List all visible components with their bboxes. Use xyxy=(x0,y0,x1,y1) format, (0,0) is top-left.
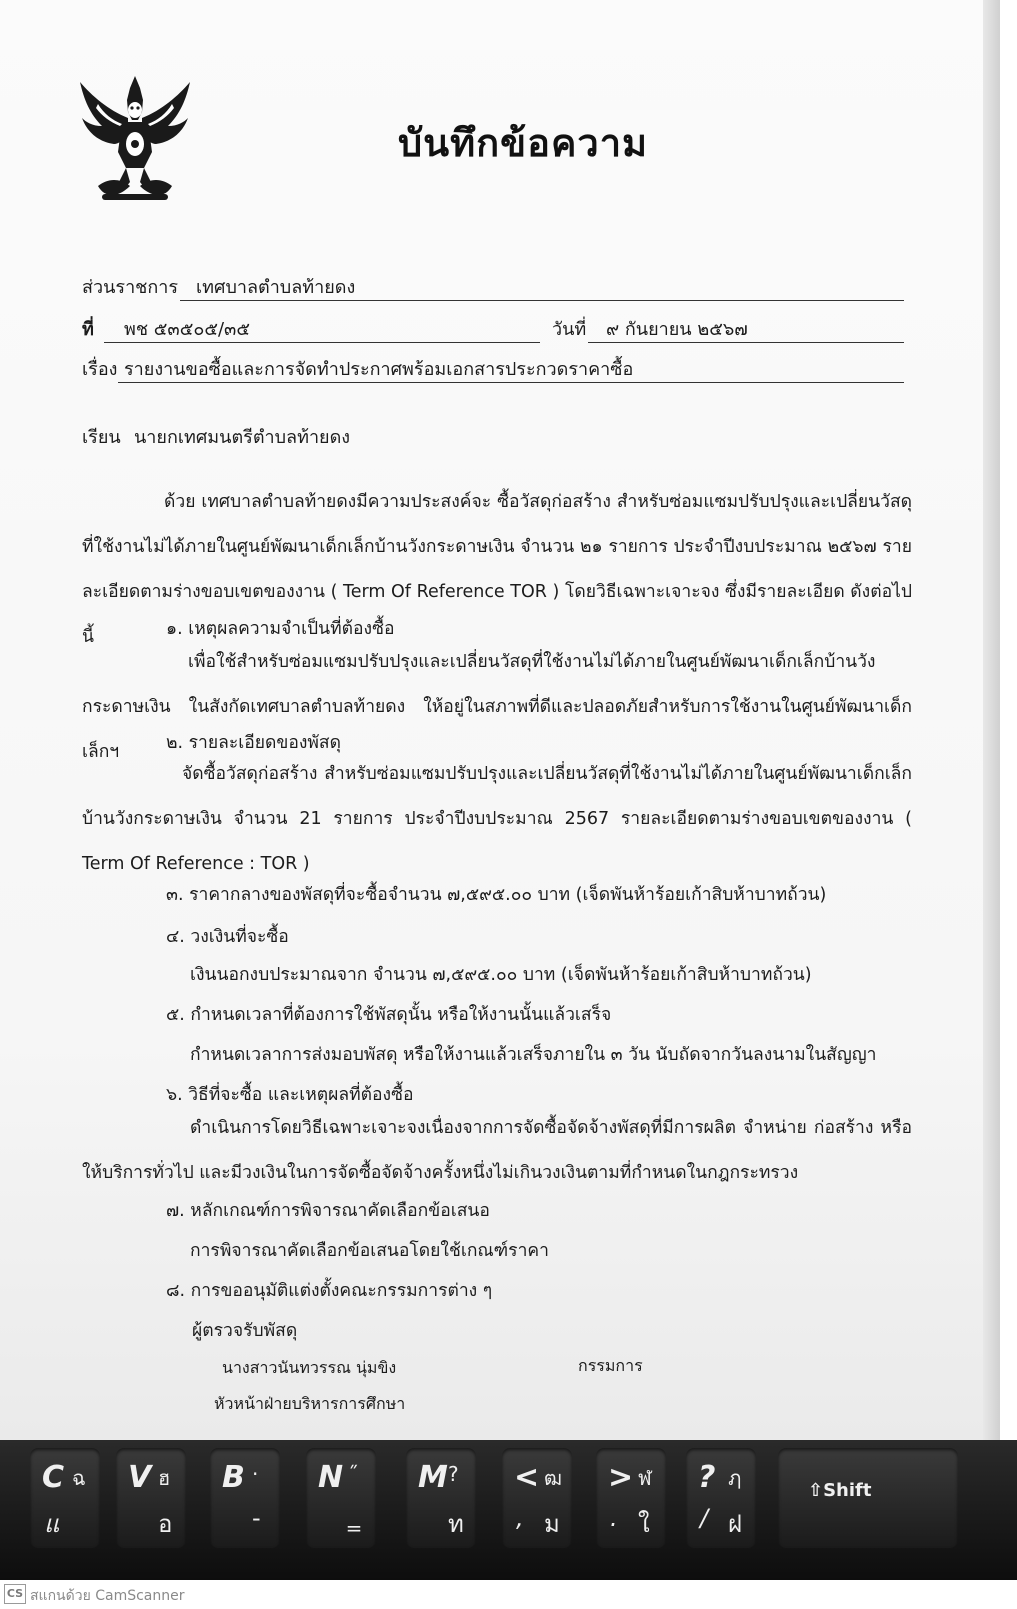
item-3-title: ๓. ราคากลางของพัสดุที่จะซื้อจำนวน ๗,๕๙๕.๐๐ บาท (เจ็ดพันห้าร้อยเก้าสิบห้าบาทถ้วน) xyxy=(166,885,827,905)
key-slash xyxy=(686,1448,756,1548)
agency-value: เทศบาลตำบลท้ายดง xyxy=(196,277,356,298)
key-latin: B xyxy=(222,1460,245,1495)
subject-label: เรื่อง xyxy=(82,359,118,380)
key-latin: > xyxy=(608,1460,634,1495)
item-4-body: เงินนอกงบประมาณจาก จำนวน ๗,๕๙๕.๐๐ บาท (เจ็ดพันห้าร้อยเก้าสิบห้าบาทถ้วน) xyxy=(190,965,812,985)
key-thai-lower-alt: ม xyxy=(544,1510,560,1538)
date-label: วันที่ xyxy=(552,319,587,340)
committee-member-position: หัวหน้าฝ่ายบริหารการศึกษา xyxy=(214,1394,406,1413)
date-rule xyxy=(588,342,904,343)
key-b xyxy=(210,1448,280,1548)
key-v xyxy=(116,1448,186,1548)
keyboard-photo-strip xyxy=(0,1440,1017,1580)
item-1-title: ๑. เหตุผลความจำเป็นที่ต้องซื้อ xyxy=(166,619,395,639)
key-thai-upper: ฦ xyxy=(728,1466,742,1490)
key-period xyxy=(596,1448,666,1548)
key-thai-upper: ฒ xyxy=(544,1466,563,1490)
item-6-body: ดำเนินการโดยวิธีเฉพาะเจาะจงเนื่องจากการจัดซื้อจัดจ้างพัสดุที่มีการผลิต จำหน่าย ก่อสร้าง หรือให้บริการทั่วไป และมีวงเงินในการจัดซื้อจัดจ้างครั้งหนึ่งไม่เกินวงเงินตามที่กำหนดในกฎกระทรวง xyxy=(82,1118,912,1183)
key-thai-upper: ˝ xyxy=(348,1462,358,1486)
item-5-title: ๕. กำหนดเวลาที่ต้องการใช้พัสดุนั้น หรือให้งานนั้นแล้วเสร็จ xyxy=(166,1005,612,1025)
item-5-body: กำหนดเวลาการส่งมอบพัสดุ หรือให้งานแล้วเสร็จภายใน ๓ วัน นับถัดจากวันลงนามในสัญญา xyxy=(190,1045,877,1065)
key-m xyxy=(406,1448,476,1548)
key-thai-upper: ฉ xyxy=(72,1466,86,1490)
key-thai-lower: แ xyxy=(44,1510,60,1538)
ref-value: พช ๕๓๕๐๕/๓๕ xyxy=(124,319,250,340)
agency-label: ส่วนราชการ xyxy=(82,277,179,298)
subject-value: รายงานขอซื้อและการจัดทำประกาศพร้อมเอกสารประกวดราคาซื้อ xyxy=(124,359,634,380)
item-2-body: จัดซื้อวัสดุก่อสร้าง สำหรับซ่อมแซมปรับปรุงและเปลี่ยนวัสดุที่ใช้งานไม่ได้ภายในศูนย์พัฒนาเด็กเล็กบ้านวังกระดาษเงิน จำนวน 21 รายการ ประจำปีงบประมาณ 2567 รายละเอียดตามร่างขอบเขตของงาน ( Term Of Reference : TOR ) xyxy=(82,764,912,874)
key-thai-lower-alt: ฝ xyxy=(728,1510,743,1538)
key-latin: V xyxy=(128,1460,152,1495)
item-6-paragraph xyxy=(82,1106,912,1196)
shift-label: ⇧Shift xyxy=(808,1480,872,1501)
key-thai-lower: / xyxy=(700,1504,709,1532)
scanner-footer xyxy=(0,1580,1017,1609)
intro-text: ด้วย เทศบาลตำบลท้ายดงมีความประสงค์จะ ซื้อวัสดุก่อสร้าง สำหรับซ่อมแซมปรับปรุงและเปลี่ยนวัสดุที่ใช้งานไม่ได้ภายในศูนย์พัฒนาเด็กเล็กบ้านวังกระดาษเงิน จำนวน ๒๑ รายการ ประจำปีงบประมาณ ๒๕๖๗ รายละเอียดตามร่างขอบเขตของงาน ( Term Of Reference TOR ) โดยวิธีเฉพาะเจาะจง ซึ่งมีรายละเอียด ดังต่อไปนี้ xyxy=(82,492,912,647)
key-thai-upper: ? xyxy=(448,1462,459,1486)
item-7-title: ๗. หลักเกณฑ์การพิจารณาคัดเลือกข้อเสนอ xyxy=(166,1201,490,1221)
key-c xyxy=(30,1448,100,1548)
key-thai-lower: ‗ xyxy=(348,1504,360,1532)
page-edge-shadow xyxy=(983,0,1000,1480)
key-comma xyxy=(502,1448,572,1548)
agency-rule xyxy=(180,300,904,301)
ref-label: ที่ xyxy=(82,319,94,340)
item-1-body: เพื่อใช้สำหรับซ่อมแซมปรับปรุงและเปลี่ยนวัสดุที่ใช้งานไม่ได้ภายในศูนย์พัฒนาเด็กเล็กบ้านวังกระดาษเงิน ในสังกัดเทศบาลตำบลท้ายดง ให้อยู่ในสภาพที่ดีและปลอดภัยสำหรับการใช้งานในศูนย์พัฒนาเด็กเล็กฯ xyxy=(82,652,912,762)
camscanner-watermark: สแกนด้วย CamScanner xyxy=(30,1588,185,1604)
ref-rule xyxy=(104,342,540,343)
key-thai-upper: ฮ xyxy=(158,1466,171,1490)
key-thai-upper: · xyxy=(252,1462,259,1486)
key-latin: M xyxy=(418,1460,448,1495)
key-n xyxy=(306,1448,376,1548)
item-6-title: ๖. วิธีที่จะซื้อ และเหตุผลที่ต้องซื้อ xyxy=(166,1085,414,1105)
key-thai-lower: . xyxy=(610,1504,618,1532)
key-shift xyxy=(778,1448,958,1548)
item-2-paragraph xyxy=(82,752,912,887)
camscanner-logo-icon: CS xyxy=(4,1584,26,1604)
committee-member-role: กรรมการ xyxy=(578,1356,643,1375)
key-latin: ? xyxy=(698,1460,716,1495)
salutation-value: นายกเทศมนตรีตำบลท้ายดง xyxy=(134,427,351,448)
subject-rule xyxy=(118,382,904,383)
date-value: ๙ กันยายน ๒๕๖๗ xyxy=(606,319,748,340)
committee-member-name: นางสาวนันทวรรณ นุ่มขิง xyxy=(222,1358,397,1377)
item-8-subheading: ผู้ตรวจรับพัสดุ xyxy=(192,1321,298,1341)
item-8-title: ๘. การขออนุมัติแต่งตั้งคณะกรรมการต่าง ๆ xyxy=(166,1281,493,1301)
item-4-title: ๔. วงเงินที่จะซื้อ xyxy=(166,927,289,947)
key-thai-lower: ‐ xyxy=(252,1504,261,1532)
key-thai-lower: ท xyxy=(448,1510,464,1538)
key-thai-upper: ฬ xyxy=(638,1466,652,1490)
key-thai-lower-alt: ใ xyxy=(638,1510,650,1538)
item-2-title: ๒. รายละเอียดของพัสดุ xyxy=(166,733,341,753)
item-7-body: การพิจารณาคัดเลือกข้อเสนอโดยใช้เกณฑ์ราคา xyxy=(190,1241,549,1261)
salutation-label: เรียน xyxy=(82,427,121,448)
key-latin: C xyxy=(42,1460,65,1495)
memo-title: บันทึกข้อความ xyxy=(398,121,649,165)
key-thai-lower: อ xyxy=(158,1510,173,1538)
key-latin: < xyxy=(514,1460,540,1495)
key-latin: N xyxy=(318,1460,344,1495)
key-thai-lower: , xyxy=(516,1504,524,1532)
garuda-emblem-icon xyxy=(78,74,192,204)
